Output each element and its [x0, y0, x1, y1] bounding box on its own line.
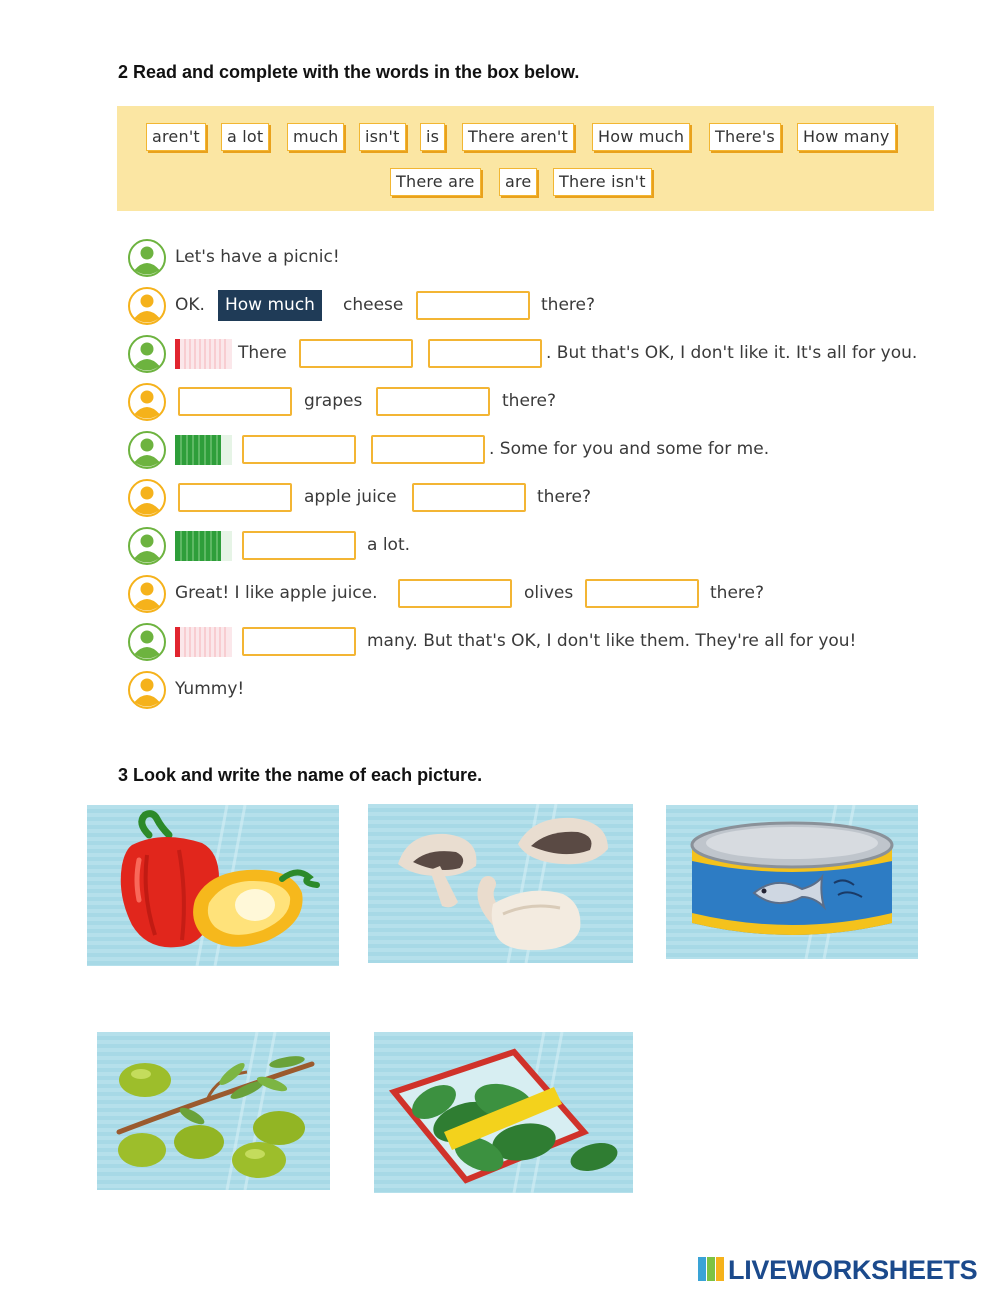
dialogue-line-5 [128, 431, 988, 471]
word-chip: are [499, 168, 537, 196]
answer-example: How much [218, 290, 322, 321]
word-chip: a lot [221, 123, 269, 151]
dialogue-text: a lot. [367, 535, 411, 555]
word-chip: is [420, 123, 445, 151]
dialogue-text: . But that's OK, I don't like it. It's all for you. [546, 343, 918, 363]
word-chip: isn't [359, 123, 406, 151]
word-chip: There's [709, 123, 781, 151]
exercise-3-heading: 3 Look and write the name of each picture. [118, 765, 483, 785]
dialogue-text: Great! I like apple juice. [175, 583, 378, 603]
word-chip: much [287, 123, 344, 151]
answer-blank[interactable] [242, 435, 356, 464]
dialogue-text: there? [502, 391, 556, 411]
answer-blank[interactable] [585, 579, 699, 608]
word-box [117, 106, 934, 211]
dialogue-text: grapes [304, 391, 363, 411]
liveworksheets-brand-text: LIVEWORKSHEETS [728, 1255, 978, 1285]
dialogue-text: cheese [343, 295, 404, 315]
dialogue-line-9 [128, 623, 988, 663]
orange-speaker-avatar-icon [128, 383, 166, 421]
mushrooms-picture [368, 804, 633, 963]
word-chip: There isn't [553, 168, 652, 196]
dialogue-line-3 [128, 335, 988, 375]
dialogue-line-1 [128, 239, 988, 279]
answer-blank[interactable] [178, 483, 292, 512]
orange-speaker-avatar-icon [128, 575, 166, 613]
answer-blank[interactable] [428, 339, 542, 368]
dialogue-text: . Some for you and some for me. [489, 439, 770, 459]
low-quantity-meter-icon [175, 339, 232, 369]
dialogue-line-6 [128, 479, 988, 519]
olives-picture [97, 1032, 330, 1190]
answer-blank[interactable] [178, 387, 292, 416]
answer-blank[interactable] [376, 387, 490, 416]
answer-blank[interactable] [299, 339, 413, 368]
peppers-picture [87, 805, 339, 966]
answer-blank[interactable] [398, 579, 512, 608]
orange-speaker-avatar-icon [128, 479, 166, 517]
dialogue-line-7 [128, 527, 988, 567]
word-chip: How many [797, 123, 896, 151]
dialogue-line-8 [128, 575, 988, 615]
green-speaker-avatar-icon [128, 335, 166, 373]
orange-speaker-avatar-icon [128, 287, 166, 325]
dialogue-line-10 [128, 671, 988, 711]
answer-blank[interactable] [416, 291, 530, 320]
liveworksheets-logo-icon [698, 1257, 724, 1283]
dialogue-text: apple juice [304, 487, 397, 507]
dialogue-line-2 [128, 287, 988, 327]
dialogue-text: there? [537, 487, 591, 507]
dialogue-text: OK. [175, 295, 205, 315]
green-speaker-avatar-icon [128, 527, 166, 565]
high-quantity-meter-icon [175, 435, 232, 465]
answer-blank[interactable] [412, 483, 526, 512]
orange-speaker-avatar-icon [128, 671, 166, 709]
spinach-bag-picture [374, 1032, 633, 1193]
dialogue-text: there? [710, 583, 764, 603]
dialogue-line-4 [128, 383, 988, 423]
answer-blank[interactable] [371, 435, 485, 464]
word-chip: How much [592, 123, 690, 151]
dialogue-text: Yummy! [175, 679, 245, 699]
exercise-2-heading: 2 Read and complete with the words in the box below. [118, 62, 580, 82]
word-chip: aren't [146, 123, 206, 151]
word-chip: There aren't [462, 123, 574, 151]
dialogue-text: many. But that's OK, I don't like them. They're all for you! [367, 631, 857, 651]
low-quantity-meter-icon [175, 627, 232, 657]
dialogue-text: there? [541, 295, 595, 315]
green-speaker-avatar-icon [128, 623, 166, 661]
dialogue-text: Let's have a picnic! [175, 247, 340, 267]
dialogue-text: olives [524, 583, 574, 603]
high-quantity-meter-icon [175, 531, 232, 561]
answer-blank[interactable] [242, 531, 356, 560]
green-speaker-avatar-icon [128, 431, 166, 469]
tuna-can-picture [666, 805, 918, 959]
word-chip: There are [390, 168, 481, 196]
green-speaker-avatar-icon [128, 239, 166, 277]
answer-blank[interactable] [242, 627, 356, 656]
dialogue-text: There [238, 343, 287, 363]
liveworksheets-logo [698, 1255, 994, 1283]
